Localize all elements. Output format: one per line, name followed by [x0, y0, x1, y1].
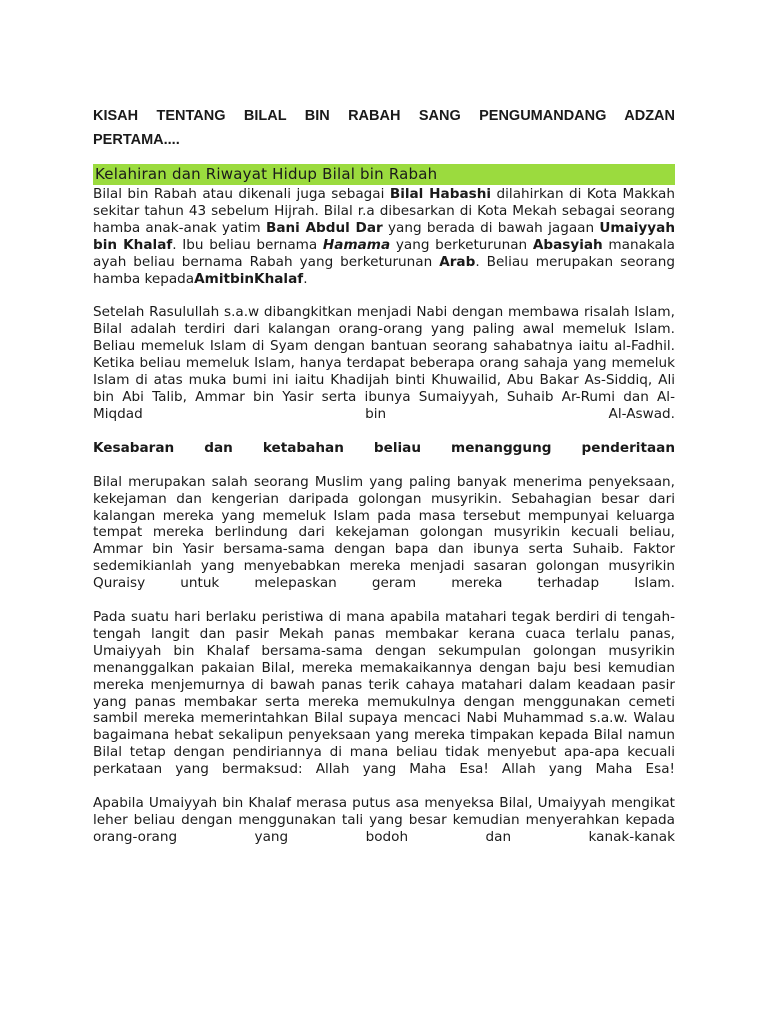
text-run: yang berketurunan [390, 236, 533, 253]
paragraph-spacer [93, 423, 675, 440]
text-run: . Beliau merupakan seorang hamba kepada [93, 253, 676, 287]
paragraph-conversion: Setelah Rasulullah s.a.w dibangkitkan menjadi Nabi dengan membawa risalah Islam, Bilal adalah terdiri dari kalangan orang-orang yang paling awal memeluk Islam. Beliau memeluk Islam di Syam dengan bantuan seorang sahabatnya iaitu al-Fadhil. Ketika beliau memeluk Islam, hanya terdapat beberapa orang sahaja yang memeluk Islam di atas muka bumi ini iaitu Khadijah binti Khuwailid, Abu Bakar As-Siddiq, Ali bin Abi Talib, Ammar bin Yasir serta ibunya Sumaiyyah, Suhaib Ar-Rumi dan Al-Miqdad bin Al-Aswad. [93, 304, 675, 422]
paragraph-birth [93, 186, 675, 287]
paragraph-spacer [93, 778, 675, 795]
paragraph-spacer [93, 287, 675, 304]
bold-name-arab: Arab [439, 253, 476, 270]
section-heading-highlighted: Kelahiran dan Riwayat Hidup Bilal bin Rabah [93, 164, 675, 185]
bold-name-bilal-habashi: Bilal Habashi [389, 186, 492, 202]
text-run: yang berada di bawah jagaan [382, 219, 600, 236]
paragraph-persecution: Bilal merupakan salah seorang Muslim yang paling banyak menerima penyeksaan, kekejaman dan kengerian daripada golongan musyrikin. Sebahagian besar dari kalangan mereka yang memeluk Islam pada masa tersebut mempunyai keluarga tempat mereka berlindung dari kekejaman golongan musyrikin kecuali beliau, Ammar bin Yasir bersama-sama dengan bapa dan ibunya serta Suhaib. Faktor sedemikianlah yang menyebabkan mereka menjadi sasaran golongan musyrikin Quraisy untuk melepaskan geram mereka terhadap Islam. [93, 473, 675, 592]
section-subheading: Kesabaran dan ketabahan beliau menanggung penderitaan [93, 439, 675, 456]
bold-name-umaiyyah: Umaiyyah bin Khalaf [93, 219, 675, 253]
bold-name-amitbinkhalaf: AmitbinKhalaf [194, 270, 304, 287]
document-body [93, 104, 675, 846]
text-run: Bilal bin Rabah atau dikenali juga sebagai [93, 186, 390, 202]
paragraph-torture: Pada suatu hari berlaku peristiwa di mana apabila matahari tegak berdiri di tengah-tengah langit dan pasir Mekah panas membakar kerana cuaca terlalu panas, Umaiyyah bin Khalaf bersama-sama dengan sekumpulan golongan musyrikin menanggalkan pakaian Bilal, mereka memakaikannya dengan baju besi kemudian mereka menjemurnya di bawah panas terik cahaya matahari dalam keadaan pasir yang panas membakar serta mereka memukulnya dengan menggunakan cemeti sambil mereka memerintahkan Bilal supaya mencaci Nabi Muhammad s.a.w. Walau bagaimana hebat sekalipun penyeksaan yang mereka timpakan kepada Bilal namun Bilal tetap dengan pendiriannya di mana beliau tidak menyebut apa-apa kecuali perkataan yang bermaksud: Allah yang Maha Esa! Allah yang Maha Esa! [93, 609, 675, 778]
bold-name-bani-abdul-dar: Bani Abdul Dar [265, 219, 383, 236]
bold-name-abasyiah: Abasyiah [532, 236, 603, 253]
text-run: manakala ayah beliau bernama Rabah yang berketurunan [93, 236, 675, 270]
document-title: KISAH TENTANG BILAL BIN RABAH SANG PENGUMANDANG ADZAN PERTAMA.... [93, 108, 675, 148]
text-run: . [303, 270, 308, 287]
paragraph-umaiyyah-despair: Apabila Umaiyyah bin Khalaf merasa putus asa menyeksa Bilal, Umaiyyah mengikat leher beliau dengan menggunakan tali yang besar kemudian menyerahkan kepada orang-orang yang bodoh dan kanak-kanak [93, 795, 675, 845]
paragraph-spacer [93, 592, 675, 609]
text-run: dilahirkan di Kota Makkah sekitar tahun 43 sebelum Hijrah. Bilal r.a dibesarkan di Kota Mekah sebagai seorang hamba anak-anak yatim [93, 186, 675, 236]
bold-italic-name-hamama: Hamama [322, 236, 391, 253]
paragraph-spacer [93, 457, 675, 474]
text-run: . Ibu beliau bernama [172, 236, 323, 253]
